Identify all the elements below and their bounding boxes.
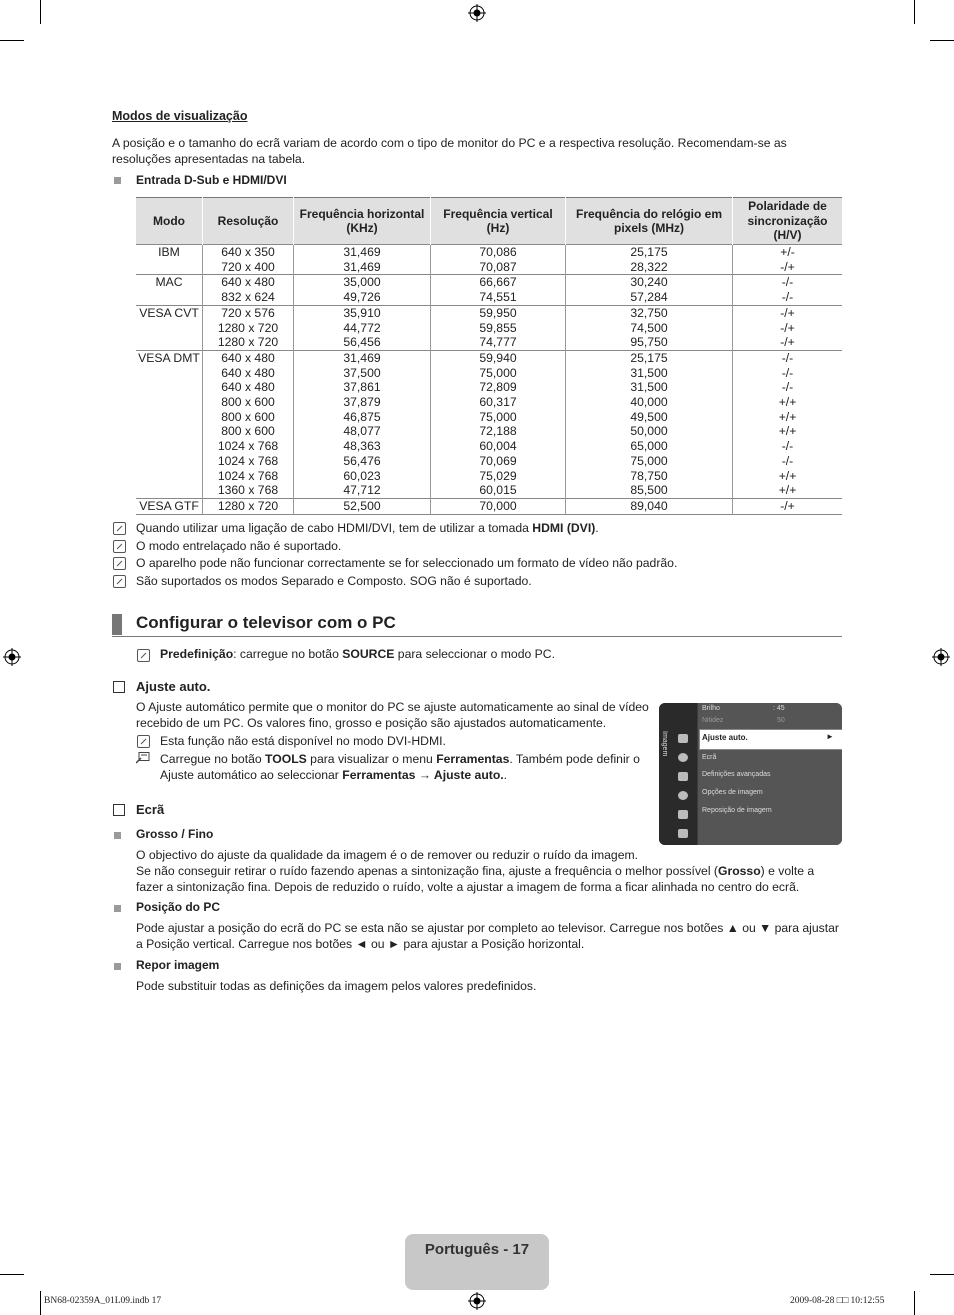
table-cell: 31,469 31,469: [294, 245, 431, 275]
table-cell: 30,240 57,284: [566, 275, 733, 305]
table-row: [136, 498, 842, 514]
table-cell: VESA GTF: [139, 498, 199, 513]
column-header: Frequência horizontal (KHz): [294, 198, 431, 245]
osd-row-value: : 45: [773, 705, 785, 712]
table-cell: 640 x 350 720 x 400: [203, 245, 294, 275]
crop-mark: [914, 0, 915, 24]
bullet-square: [114, 828, 121, 842]
table-header-row: [136, 198, 842, 245]
channel-icon: [678, 772, 688, 781]
table-cell: 70,000: [431, 498, 566, 514]
osd-menu-item: Ecrã: [702, 754, 717, 761]
registration-mark-icon: [932, 648, 950, 666]
coarse-fine-line1: O objectivo do ajuste da qualidade da imagem é o de remover ou reduzir o ruído da imagem.: [136, 848, 639, 862]
bullet-title-coarse-fine: Grosso / Fino: [136, 827, 214, 841]
table-cell: 52,500: [294, 498, 431, 514]
tools-icon: [136, 752, 150, 764]
table-cell: 66,667 74,551: [431, 275, 566, 305]
section-title-display-modes: Modos de visualização: [112, 109, 248, 123]
note-text: Predefinição: carregue no botão SOURCE para seleccionar o modo PC.: [160, 647, 555, 661]
registration-mark-icon: [468, 1292, 486, 1310]
subsection-title-auto-adjust: Ajuste auto.: [136, 679, 211, 694]
crop-mark: [40, 1291, 41, 1315]
auto-adjust-paragraph: O Ajuste automático permite que o monitor do PC se ajuste automaticamente ao sinal de vídeo recebido de um PC. Os valores fino, grosso e posição são ajustados automaticamente.: [136, 700, 649, 730]
table-cell: 25,175 31,500 31,500 40,000 49,500 50,000 65,000 75,000 78,750 85,500: [566, 350, 733, 498]
bullet-label-input: Entrada D-Sub e HDMI/DVI: [136, 173, 287, 187]
table-cell: 25,175 28,322: [566, 245, 733, 275]
registration-mark-icon: [468, 4, 486, 22]
table-cell: -/+ -/+ -/+: [733, 305, 843, 350]
table-cell: MAC: [155, 275, 183, 290]
note-text: Quando utilizar uma ligação de cabo HDMI/DVI, tem de utilizar a tomada HDMI (DVI).: [136, 521, 599, 535]
note-icon: [137, 649, 150, 662]
osd-menu-item: Opções de imagem: [702, 789, 763, 796]
osd-selected-label: Ajuste auto.: [702, 733, 748, 742]
registration-mark-icon: [3, 648, 21, 666]
page-number: Português - 17: [424, 1241, 530, 1258]
note-icon: [113, 540, 126, 553]
footer-date-info: 2009-08-28 □□ 10:12:55: [790, 1296, 885, 1306]
table-cell: 70,086 70,087: [431, 245, 566, 275]
column-header: Frequência do relógio em pixels (MHz): [566, 198, 733, 245]
pc-position-paragraph: Pode ajustar a posição do ecrã do PC se esta não se ajustar por completo ao televisor. Carregue nos botões ▲ ou ▼ para ajustar a Posição vertical. Carregue nos botões ◄ ou ► para ajustar a Posição horizontal.: [136, 921, 839, 951]
checkbox-icon: [113, 681, 125, 693]
note-text: O modo entrelaçado não é suportado.: [136, 539, 342, 553]
table-cell: -/- -/-: [733, 275, 843, 305]
tools-note: Carregue no botão TOOLS para visualizar o menu Ferramentas. Também pode definir o Ajuste automático ao seleccionar Ferramentas → Ajuste auto..: [160, 752, 640, 782]
crop-mark: [0, 1274, 24, 1275]
intro-paragraph: A posição e o tamanho do ecrã variam de acordo com o tipo de monitor do PC e a respectiva resolução. Recomendam-se as resoluções apresentadas na tabela.: [112, 136, 787, 166]
bullet-title-pc-position: Posição do PC: [136, 900, 221, 914]
picture-icon: [678, 734, 688, 743]
coarse-fine-line2: Se não conseguir retirar o ruído fazendo apenas a sintonização fina, ajuste a frequência o melhor possível (Grosso) e volte a fazer a sintonização fina. Depois de reduzido o ruído, volte a ajustar a imagem de forma a ficar alinhada no centro do ecrã.: [136, 864, 815, 894]
bullet-title-reset-picture: Repor imagem: [136, 958, 220, 972]
crop-mark: [0, 40, 24, 41]
table-cell: VESA CVT: [139, 305, 199, 320]
osd-row-label: Brilho: [702, 705, 720, 712]
note-icon: [113, 522, 126, 535]
table-row: [136, 350, 842, 498]
table-cell: -/- -/- -/- +/+ +/+ +/+ -/- -/- +/+ +/+: [733, 350, 843, 498]
table-cell: 59,940 75,000 72,809 60,317 75,000 72,188 60,004 70,069 75,029 60,015: [431, 350, 566, 498]
input-icon: [678, 810, 688, 819]
page-number-tab: [405, 1234, 549, 1290]
table-cell: 59,950 59,855 74,777: [431, 305, 566, 350]
arrow-right-icon: ►: [826, 732, 834, 741]
osd-menu-screenshot: [659, 703, 842, 845]
table-cell: IBM: [158, 245, 180, 259]
osd-menu-item: Reposição de imagem: [702, 807, 772, 814]
table-cell: 35,910 44,772 56,456: [294, 305, 431, 350]
osd-menu-item: Definições avançadas: [702, 771, 771, 778]
osd-row-value: 50: [777, 717, 785, 724]
table-cell: 640 x 480 832 x 624: [203, 275, 294, 305]
crop-mark: [930, 1274, 954, 1275]
osd-side-label: Imagem: [661, 731, 668, 757]
table-cell: VESA DMT: [138, 350, 200, 365]
display-modes-table: [136, 197, 842, 515]
note-icon: [137, 735, 150, 748]
sound-icon: [678, 753, 688, 762]
bullet-square: [114, 173, 121, 187]
bullet-square: [114, 959, 121, 973]
footer-file-info: BN68-02359A_01L09.indb 17: [44, 1296, 162, 1306]
table-cell: 31,469 37,500 37,861 37,879 46,875 48,077 48,363 56,476 60,023 47,712: [294, 350, 431, 498]
column-header: Modo: [136, 198, 203, 245]
table-cell: 640 x 480 640 x 480 640 x 480 800 x 600 800 x 600 800 x 600 1024 x 768 1024 x 768 1024 x 768 1360 x 768: [203, 350, 294, 498]
note-icon: [113, 575, 126, 588]
table-cell: 1280 x 720: [203, 498, 294, 514]
note-text: Esta função não está disponível no modo DVI-HDMI.: [160, 734, 446, 748]
note-icon: [113, 557, 126, 570]
crop-mark: [40, 0, 41, 24]
bullet-square: [114, 901, 121, 915]
osd-row-label: Nitidez: [702, 717, 724, 724]
note-text: São suportados os modos Separado e Composto. SOG não é suportado.: [136, 574, 532, 588]
column-header: Frequência vertical (Hz): [431, 198, 566, 245]
application-icon: [678, 829, 688, 838]
table-cell: 89,040: [566, 498, 733, 514]
table-row: [136, 305, 842, 350]
note-text: O aparelho pode não funcionar correctamente se for seleccionado um formato de vídeo não padrão.: [136, 556, 678, 570]
section-title-pc-setup: Configurar o televisor com o PC: [136, 613, 396, 632]
table-cell: +/- -/+: [733, 245, 843, 275]
heading-bar: [112, 614, 122, 635]
crop-mark: [930, 40, 954, 41]
table-row: [136, 275, 842, 305]
crop-mark: [914, 1291, 915, 1315]
table-row: [136, 245, 842, 275]
table-cell: 35,000 49,726: [294, 275, 431, 305]
subsection-title-screen: Ecrã: [136, 802, 165, 817]
checkbox-icon: [113, 804, 125, 816]
table-cell: -/+: [733, 498, 843, 514]
section-heading: [112, 612, 842, 637]
reset-picture-paragraph: Pode substituir todas as definições da imagem pelos valores predefinidos.: [136, 979, 537, 993]
column-header: Polaridade de sincronização (H/V): [733, 198, 843, 245]
table-cell: 32,750 74,500 95,750: [566, 305, 733, 350]
column-header: Resolução: [203, 198, 294, 245]
setup-gear-icon: [678, 791, 688, 800]
table-cell: 720 x 576 1280 x 720 1280 x 720: [203, 305, 294, 350]
